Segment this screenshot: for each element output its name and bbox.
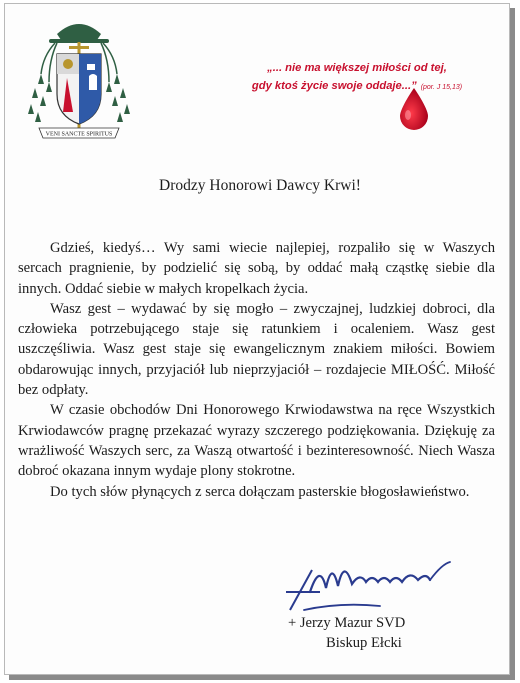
greeting: Drodzy Honorowi Dawcy Krwi!	[159, 177, 361, 194]
signer-name: + Jerzy Mazur SVD	[288, 615, 406, 631]
coat-motto: VENI SANCTE SPIRITUS	[45, 131, 113, 138]
paragraph: Gdzieś, kiedyś… Wy sami wiecie najlepiej, rozpaliło się w Waszych sercach pragnienie, by podzielić się sobą, by oddać małą cząstkę siebie dla innych. Oddać siebie w małych kropelkach życia.	[18, 240, 495, 297]
signer-title: Biskup Ełcki	[326, 635, 402, 651]
paragraph: W czasie obchodów Dni Honorowego Krwiodawstwa na ręce Wszystkich Krwiodawców pragnę przekazać wyrazy szczerego podziękowania. Dziękuję za wrażliwość Waszych serc, za Waszą otwartość i bezinteresowność. Niech Wasza dobroć okazana innym wydaje plony stokrotne.	[18, 402, 495, 480]
handwritten-signature	[280, 552, 470, 616]
paragraph: Wasz gest – wydawać by się mogło – zwyczajnej, ludzkiej dobroci, dla człowieka potrzebującego staje się ratunkiem i ocaleniem. Wasz gest uszczęśliwia. Wasz gest staje się ewangelicznym znakiem miłości. Bowiem obdarowując innych, przyjaciół lub nieprzyjaciół – rozdajecie MIŁOŚĆ. Miłość bez odpłaty.	[18, 300, 495, 399]
coat-of-arms-icon	[27, 16, 131, 148]
letter-body	[18, 238, 495, 502]
quote-reference: (por. J 15,13)	[420, 84, 463, 91]
blood-drop-icon	[397, 86, 431, 132]
bible-quote	[247, 58, 467, 94]
quote-text: „... nie ma większej miłości od tej, gdy ktoś życie swoje oddaje...”	[251, 62, 447, 92]
paragraph: Do tych słów płynących z serca dołączam pasterskie błogosławieństwo.	[50, 483, 470, 500]
